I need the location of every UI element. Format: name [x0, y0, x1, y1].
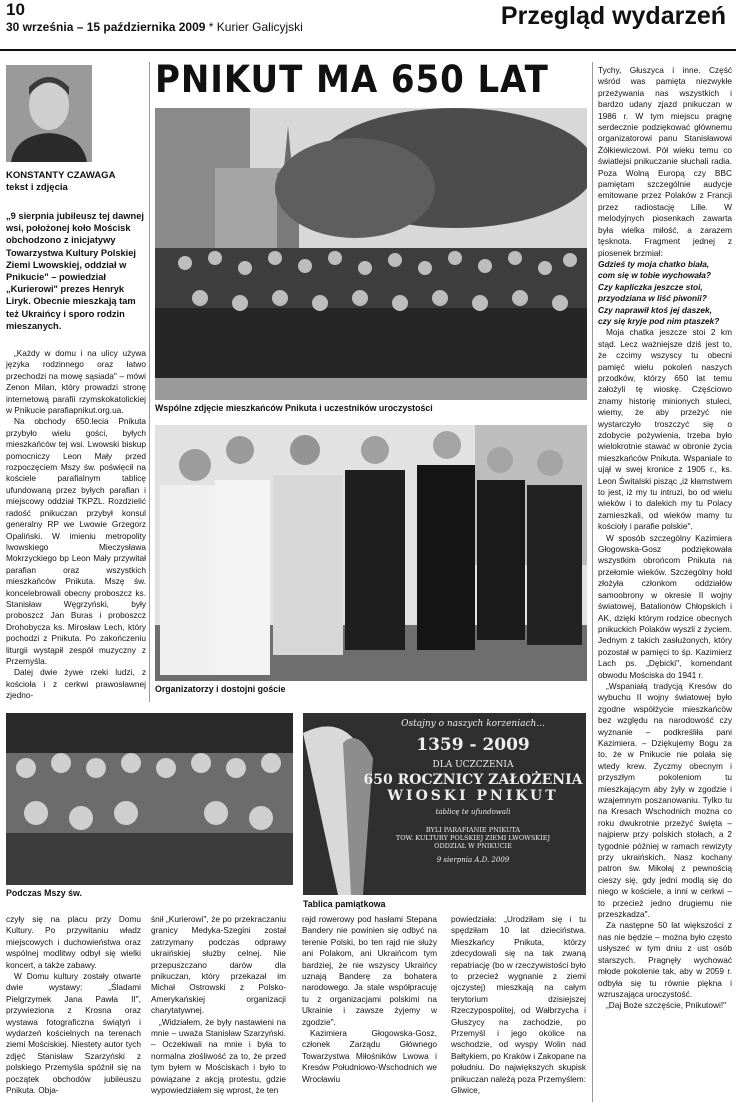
group-photo [155, 108, 587, 400]
page-number: 10 [6, 0, 25, 19]
paragraph: powiedziała: „Urodziłam się i tu spędziłam 10 lat dzieciństwa. Mieszkańcy Pnikuta, którzy zdecydowali się na tak zwaną repatriację (bo w rzeczywistości było to przecież wygnanie z ziemi ojczystej) mieszkają na całym terytorium dzisiejszej Rzeczypospolitej, od Wałbrzycha i Głuszycy na zachodzie, po Przemyśl i jego okolice na wschodzie, od wyspy Wolin nad Bałtykiem, po Kraków i Zakopane na południu. Do największych skupisk pnikuczan należą poza Przemyślem: Gliwice, [451, 914, 586, 1096]
plaque-line: BYLI PARAFIANIE PNIKUTA [425, 826, 521, 834]
photo-caption: Wspólne zdjęcie mieszkańców Pnikuta i uczestników uroczystości [155, 403, 433, 413]
guests-photo [155, 425, 587, 681]
paragraph: śnił „Kurierowi", że po przekraczaniu granicy Medyka-Szegini został zatrzymany podczas odprawy ukraińskiej służby celnej. Nie przepuszczano darów dla pnikuczan, który przekazał im Michał Ostrowski z Polsko-Amerykańskiej organizacji charytatywnej. [151, 914, 286, 1016]
photo-caption: Podczas Mszy św. [6, 888, 82, 898]
paragraph: „Wspaniałą tradycją Kresów do wybuchu II wojny światowej było zgodne współżycie mieszkańców bez względu na narodowość czy wyznanie – podkreśliła pani Kazimiera. – Dziękujemy Bogu za to, że w Pnikucie nie polała się wtedy krew. Życzmy obecnym i przyszłym pokoleniom tu mieszkającym aby żyły w zgodzie i wzajemnym poszanowaniu. Tylko tu na Kresach Wschodnich można co roku dwukrotnie przeżyć święta – najpierw przy polskich stołach, a 2 tygodnie później w ramach rewizyty przy ukraińskich. Nasz kochany patron św. Mikołaj z pewnością cieszy się, gdy jedni modlą się do niego w kościele, a inni w cerkwi – to przecież jedno drugiemu nie przeszkadza". [598, 680, 732, 920]
paragraph: „Daj Boże szczęście, Pnikutowi!" [606, 1000, 727, 1011]
paragraph: czyły się na placu przy Domu Kultury. Po przywitaniu władz miejscowych i duchowieństwa oraz wspólnej modlitwy odbył się wielki koncert, a także zabawy. [6, 914, 141, 970]
poem-line: przyodziana w liść piwonii? [598, 293, 707, 304]
poem-line: com się w tobie wychowała? [598, 270, 711, 281]
poem [598, 259, 732, 327]
article-column-1 [6, 348, 146, 702]
paragraph: Moja chatka jeszcze stoi 2 km stąd. Lecz ważniejsze dziś jest to, że czcimy wszyscy tu obecni pamięć wielu pokoleń naszych przodków, którzy 650 lat temu założyli tę wioskę. Częściowo znamy historię minionych stuleci, wiemy, że aby przeżyć nie wystarczyło troszczyć się o zdobycie pożywienia, trzeba było wielokrotnie stawać w obronie życia mieszkańców Pnikuta. Wspaniale to ujął w swej kronice z 1905 r., ks. Leon Świtalski pisząc „iż kłamstwem to jest, iż my tu intruzi, bo od wielu wieków i to dalekich my tu Polacy zamieszkali, od wieków mamy tu kościoły i parafie polskie". [598, 327, 732, 532]
poem-line: czy się kryje pod nim ptaszek? [598, 315, 720, 326]
article-column-bottom-3 [302, 914, 437, 1085]
header-rule [0, 49, 736, 51]
paragraph: Tychy, Głuszyca i inne. Część wśród was pamięta niezwykłe przeżywania nas wszystkich i bardzo udany zjazd pnikuczan w 1986 r. W tym miejscu pragnę serdecznie podziękować głównemu organizatorowi panu Stanisławowi Żółkiewiczowi. Pół wieku temu co światlejsi pnikuczanie słuchali radia. Poza Wolną Europą czy BBC pamiętam szczególnie audycje emitowane przez Polaków z Francji przez radiostację Lille. W melodyjnych piosenkach zawarta była wielka miłość, a zarazem tęsknota. Fragment jednej z piosenek brzmiał: [598, 65, 732, 258]
paragraph: „Każdy w domu i na ulicy używa języka rodzinnego oraz łatwo przechodzi na mowę sąsiada" – mówi Zenon Milan, który prowadzi stronę internetową parafii rzymskokatolickiej w Pnikucie parafiapnikut.org.ua. [6, 348, 146, 416]
plaque-line: TOW. KULTURY POLSKIEJ ZIEMI LWOWSKIEJ [395, 834, 551, 842]
issue-separator: * [205, 20, 217, 34]
article-column-right [598, 65, 732, 1012]
plaque-line: ODDZIAŁ W PNIKUCIE [434, 842, 512, 850]
poem-line: Gdzieś ty moja chatko biała, [598, 258, 710, 269]
paragraph: Dalej dwie żywe rzeki ludzi, z kościoła i z cerkwi prawosławnej zjedno- [6, 667, 146, 701]
issue-line [6, 20, 303, 34]
plaque-line: WIOSKI PNIKUT [387, 788, 559, 804]
author-name: KONSTANTY CZAWAGA [6, 170, 116, 181]
issue-date: 30 września – 15 października 2009 [6, 20, 206, 34]
paragraph: W sposób szczególny Kazimiera Głogowska-Gosz podziękowała wszystkim obrońcom Pnikuta na przełomie wieków. Szczególny hołd złożyła członkom oddziałów samoobrony w okresie II wojny światowej, Batalionów Chłopskich i AK, dzięki którym rodzice obecnych pnikuckich Polaków wyszli z życiem. Jednym z takich zasłużonych, który pozostał w pamięci to śp. Kazimierz Lach ps. „Dębicki", komendant obwodu Mościska do 1941 r. [598, 532, 732, 680]
paragraph: „Widziałem, że były nastawieni na mnie – uważa Stanisław Szarzyński. – Oczekiwali na mnie i była to normalna złośliwość za to, że przed tym byłem w Mościskach i było to powiązane z akcją protestu, gdzie wypowiedziałem się wprost, że ten [151, 1016, 286, 1096]
mass-photo [6, 713, 293, 885]
author-role: tekst i zdjęcia [6, 182, 68, 193]
paragraph: W Domu kultury zostały otwarte dwie wystawy: „Śladami Pielgrzymek Jana Pawła II", przywieziona z Krosna oraz wystawa fotograficzna świątyń i wydarzeń kościelnych na terenach ziemi Mościskiej. Niestety autor tych zdjęć Stanisław Szarzyński z polskiego Przemyśla spóźnił się na początek obchodów jubileuszu Pnikuta. Obja- [6, 971, 141, 1096]
article-lead: „9 sierpnia jubileusz tej dawnej wsi, położonej koło Mościsk obchodzono z inicjatywy Towarzystwa Kultury Polskiej Ziemi Lwowskiej, oddział w Pnikucie" – powiedział „Kurierowi" prezes Henryk Liryk. Obecnie mieszkają tam też Ukraińcy i sporo rodzin mieszanych. [6, 211, 144, 331]
plaque-line: 9 sierpnia A.D. 2009 [436, 856, 510, 864]
paragraph: rajd rowerowy pod hasłami Stepana Bandery nie powinien się odbyć na terenie Polski, bo ten rajd nie służy ani Polakom, ani Ukraińcom tym bardziej, że nie wszyscy Ukraińcy uznają Banderę za bohatera narodowego. Ja stale współpracuję tu z organizacjami polskimi na Ukrainie i zawsze żyjemy w zgodzie". [302, 914, 437, 1027]
plaque-years: 1359 - 2009 [416, 735, 530, 755]
photo-caption: Tablica pamiątkowa [303, 899, 386, 909]
plaque-line: DLA UCZCZENIA [432, 760, 514, 770]
article-column-bottom-2 [151, 914, 286, 1097]
article-column-bottom-1 [6, 914, 141, 1097]
paragraph: Kazimiera Głogowska-Gosz, członek Zarządu Głównego Towarzystwa Miłośników Lwowa i Kresów Południowo-Wschodnich we Wrocławiu [302, 1028, 437, 1084]
plaque-line: tablicę te ufundowali [435, 808, 511, 816]
paragraph: Na obchody 650.lecia Pnikuta przybyło wielu gości, byłych mieszkańców tej wsi. Lwowski biskup pomocniczy Leon Mały przed rozpoczęciem Mszy św. poświęcił na kościele parafialnym tablicę ufundowaną przez byłych parafian i miejscowy oddział TKPZL. Rozdzielić radość pnikuczan przybył konsul generalny RP we Lwowie Grzegorz Opaliński. W imieniu metropolity lwowskiego Mieczysława Mokrzyckiego bp Leon Mały przywitał parafian oraz wszystkich mieszkańców Pnikuta. Mszę św. koncelebrowali obecny proboszcz ks. Stanisław Węgrzyński, były proboszcz Jan Buras i proboszcz Drohobycza ks. Mirosław Lech, który pochodzi z Pnikuta. Po zakończeniu liturgii wystąpił zespół muzyczny z Przemyśla. [6, 416, 146, 666]
section-title: Przegląd wydarzeń [500, 2, 726, 30]
article-headline: PNIKUT MA 650 LAT [155, 58, 549, 101]
photo-caption: Organizatorzy i dostojni goście [155, 684, 286, 694]
plaque-photo [303, 713, 586, 895]
column-divider [592, 62, 593, 1102]
article-column-bottom-4 [451, 914, 586, 1097]
plaque-line: Ostajny o naszych korzeniach... [401, 719, 545, 729]
author-byline [6, 170, 115, 194]
poem-line: Czy kapliczka jeszcze stoi, [598, 281, 703, 292]
poem-line: Czy naprawił ktoś jej daszek, [598, 304, 712, 315]
column-divider [149, 62, 150, 702]
publication-name: Kurier Galicyjski [216, 20, 303, 34]
author-photo [6, 65, 92, 162]
plaque-line: 650 ROCZNICY ZAŁOŻENIA [363, 772, 583, 788]
paragraph: Za następne 50 lat większości z nas nie będzie – można było często usłyszeć w tym dniu z ust osób starszych. Pragnęły wychować młode pokolenie tak, aby w 2059 r. odbyła się tu równie piękna i wzruszająca uroczystość. [598, 920, 732, 999]
